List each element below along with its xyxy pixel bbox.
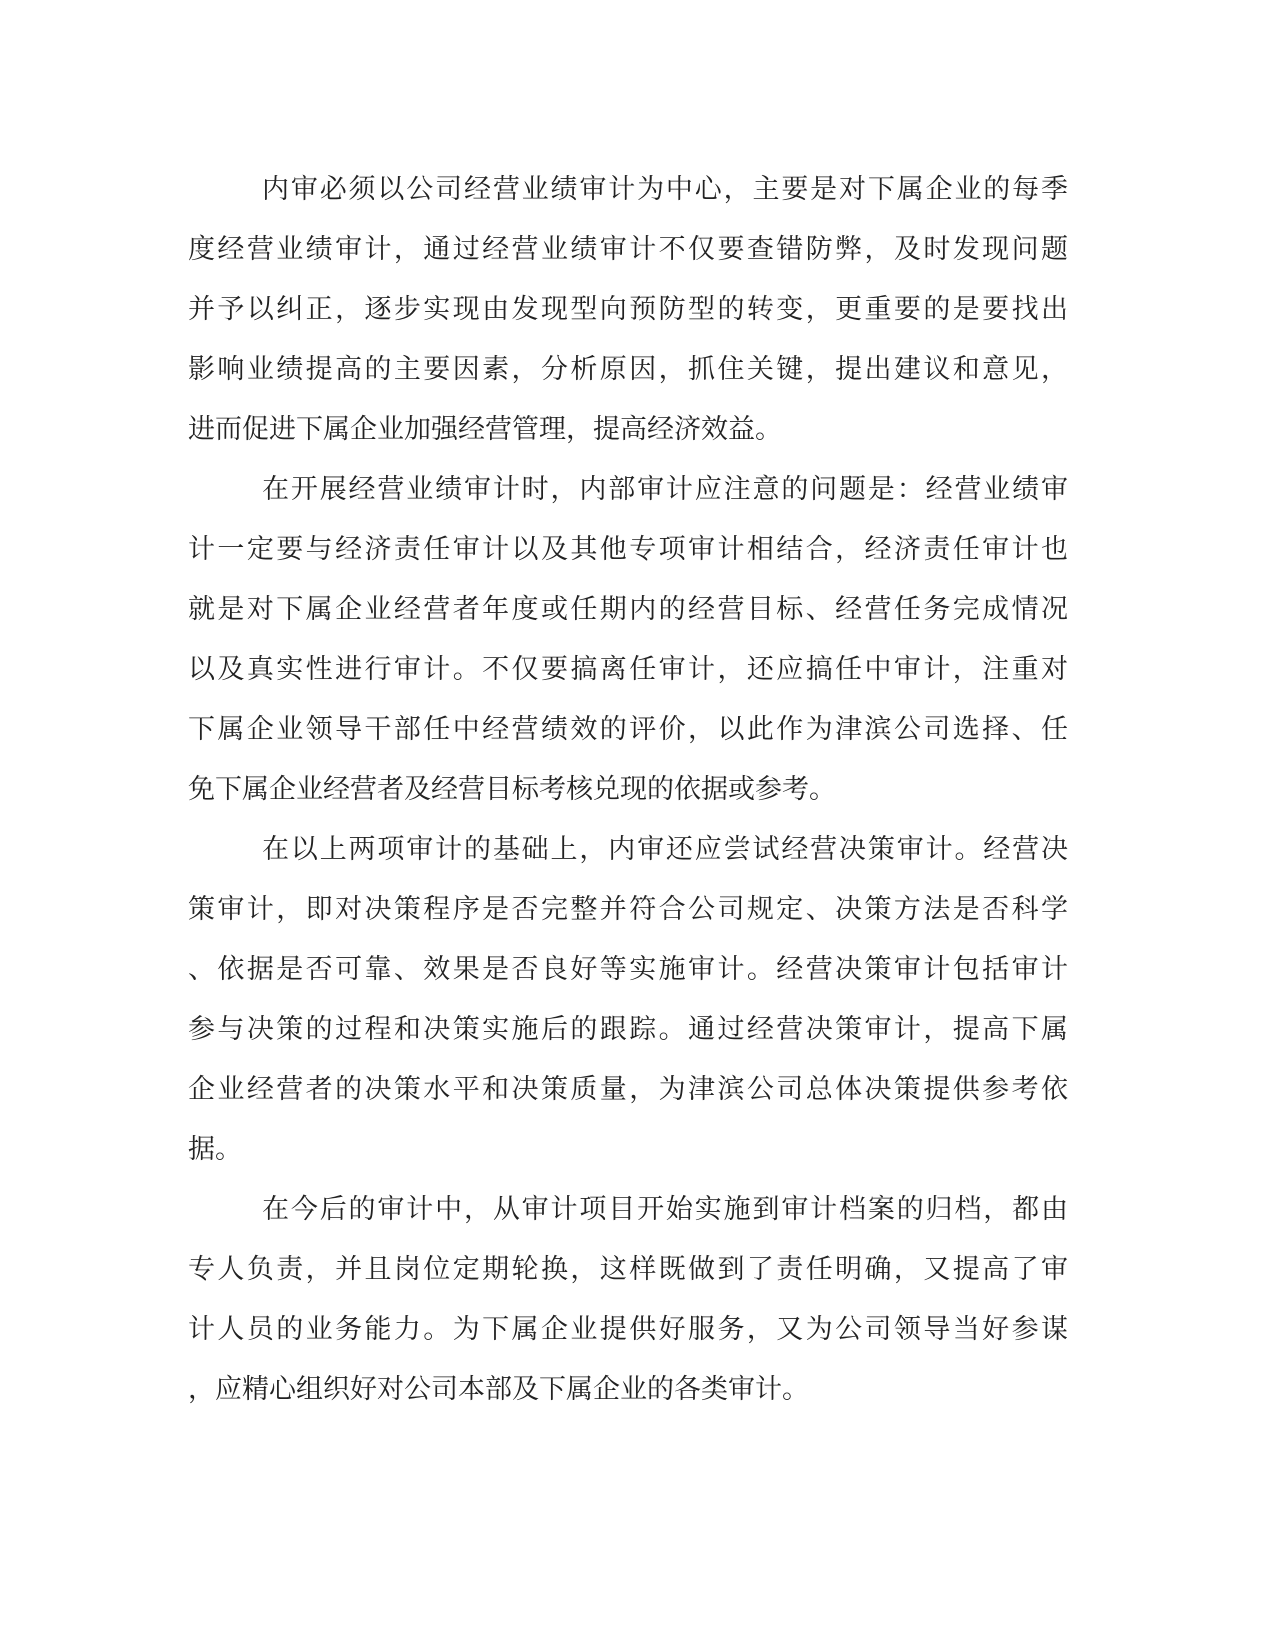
text-line: 并予以纠正，逐步实现由发现型向预防型的转变，更重要的是要找出 xyxy=(188,294,1068,325)
text-line: 在今后的审计中，从审计项目开始实施到审计档案的归档，都由 xyxy=(262,1194,1068,1225)
text-line: 参与决策的过程和决策实施后的跟踪。通过经营决策审计，提高下属 xyxy=(188,1014,1068,1045)
text-line: 企业经营者的决策水平和决策质量，为津滨公司总体决策提供参考依 xyxy=(188,1074,1068,1105)
text-line: 就是对下属企业经营者年度或任期内的经营目标、经营任务完成情况 xyxy=(188,594,1068,625)
paragraph-2 xyxy=(188,460,1068,820)
document-body xyxy=(188,160,1068,1420)
text-line: 计一定要与经济责任审计以及其他专项审计相结合，经济责任审计也 xyxy=(188,534,1068,565)
text-line: 下属企业领导干部任中经营绩效的评价，以此作为津滨公司选择、任 xyxy=(188,714,1068,745)
paragraph-4 xyxy=(188,1180,1068,1420)
text-line: 在开展经营业绩审计时，内部审计应注意的问题是：经营业绩审 xyxy=(262,474,1068,505)
text-line: 策审计，即对决策程序是否完整并符合公司规定、决策方法是否科学 xyxy=(188,894,1068,925)
paragraph-1 xyxy=(188,160,1068,460)
text-line: 专人负责，并且岗位定期轮换，这样既做到了责任明确，又提高了审 xyxy=(188,1254,1068,1285)
text-line: ，应精心组织好对公司本部及下属企业的各类审计。 xyxy=(188,1374,809,1405)
text-line: 进而促进下属企业加强经营管理，提高经济效益。 xyxy=(188,414,782,445)
text-line: 免下属企业经营者及经营目标考核兑现的依据或参考。 xyxy=(188,774,836,805)
text-line: 内审必须以公司经营业绩审计为中心，主要是对下属企业的每季 xyxy=(262,174,1068,205)
text-line: 计人员的业务能力。为下属企业提供好服务，又为公司领导当好参谋 xyxy=(188,1314,1068,1345)
text-line: 以及真实性进行审计。不仅要搞离任审计，还应搞任中审计，注重对 xyxy=(188,654,1068,685)
text-line: 度经营业绩审计，通过经营业绩审计不仅要查错防弊，及时发现问题 xyxy=(188,234,1068,265)
paragraph-3 xyxy=(188,820,1068,1180)
text-line: 影响业绩提高的主要因素，分析原因，抓住关键，提出建议和意见， xyxy=(188,354,1068,385)
text-line: 、依据是否可靠、效果是否良好等实施审计。经营决策审计包括审计 xyxy=(188,954,1068,985)
text-line: 在以上两项审计的基础上，内审还应尝试经营决策审计。经营决 xyxy=(262,834,1068,865)
text-line: 据。 xyxy=(188,1134,242,1165)
